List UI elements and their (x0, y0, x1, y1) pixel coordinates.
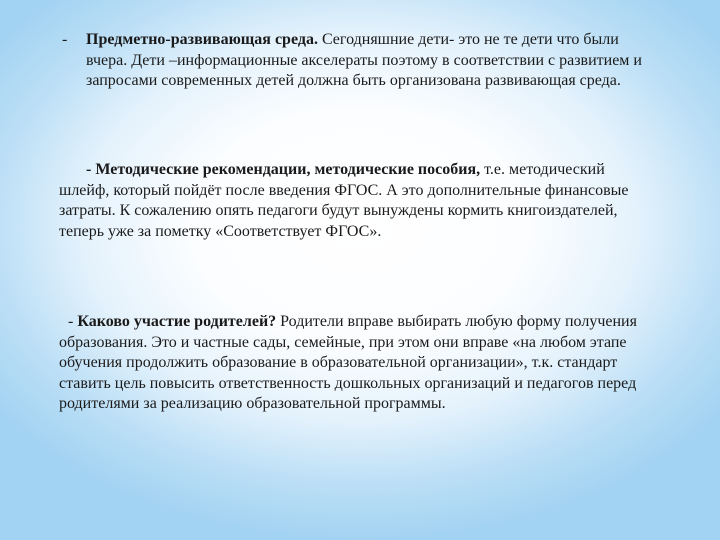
list-bullet: - (62, 31, 68, 48)
paragraph-parents-participation (59, 312, 659, 415)
paragraph-text: Сегодняшние дети- это не те дети что были вчера. Дети –информационные акселераты поэтому в соответствии с развитием и запросами современных детей должна быть организована развивающая среда. (86, 31, 642, 89)
paragraph-methodical-recommendations (59, 160, 659, 242)
paragraph-developing-environment (62, 30, 662, 92)
paragraph-heading: - Методические рекомендации, методические пособия, (86, 161, 481, 178)
paragraph-text: т.е. методический шлейф, который пойдёт после введения ФГОС. А это дополнительные финансовые затраты. К сожалению опять педагоги будут вынуждены кормить книгоиздателей, теперь уже за пометку «Соответствует ФГОС». (59, 161, 629, 240)
paragraph-text: Родители вправе выбирать любую форму получения образования. Это и частные сады, семейные, при этом они вправе «на любом этапе обучения продолжить образование в образовательной организации», т.к. стандарт ставить цель повысить ответственность дошкольных организаций и педагогов перед родителями за реализацию образовательной программы. (59, 313, 637, 412)
paragraph-lead: - (68, 313, 78, 330)
paragraph-body (86, 30, 662, 92)
paragraph-heading: Предметно-развивающая среда. (86, 31, 318, 48)
paragraph-heading: Каково участие родителей? (77, 313, 277, 330)
